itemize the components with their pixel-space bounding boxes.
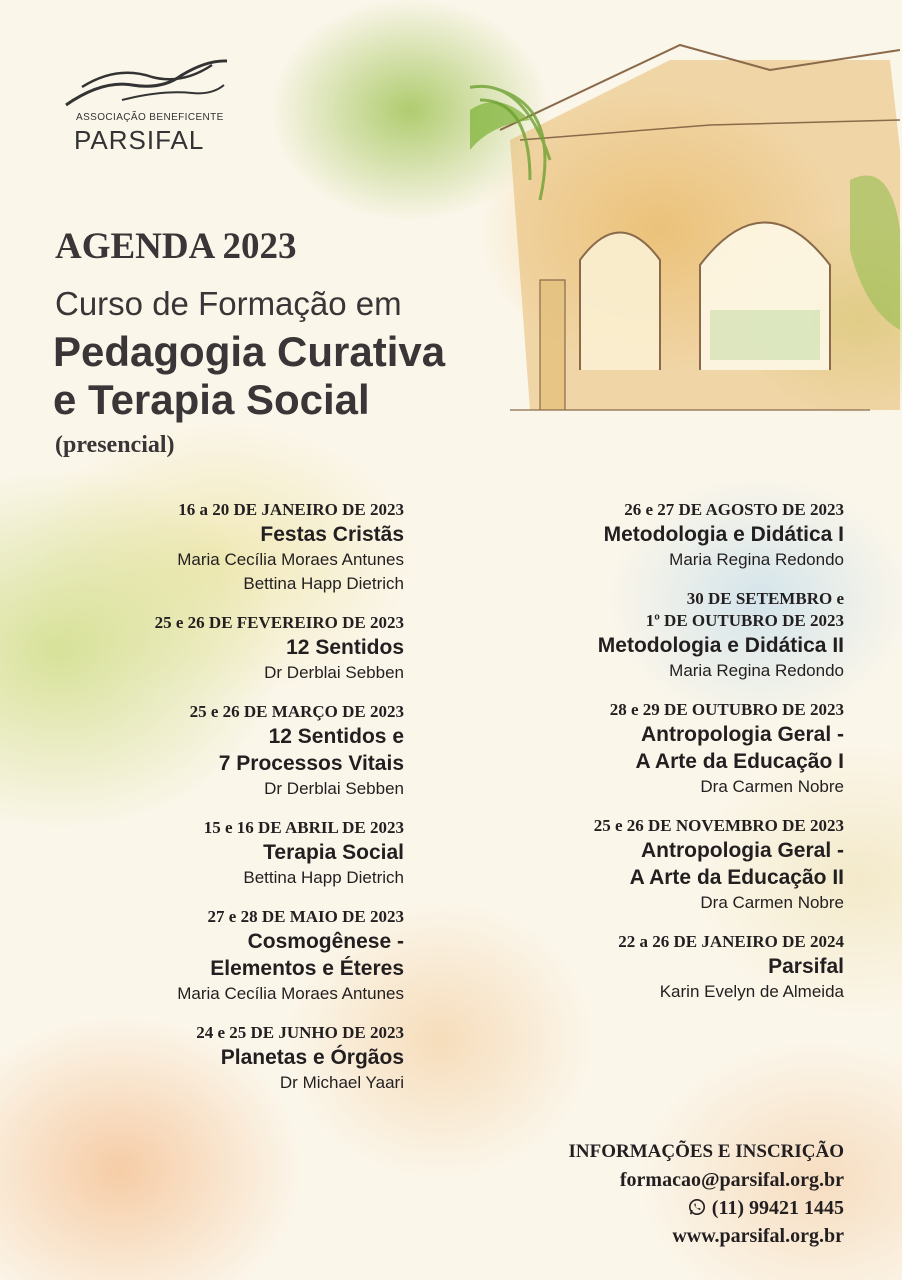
event-speaker: Bettina Happ Dietrich xyxy=(243,868,404,887)
event-title: Elementos e Éteres xyxy=(210,957,404,980)
event-date: 22 a 26 DE JANEIRO DE 2024 xyxy=(618,932,844,951)
event-title: A Arte da Educação I xyxy=(635,750,844,773)
event-speaker: Maria Cecília Moraes Antunes xyxy=(177,550,404,569)
logo-name: PARSIFAL xyxy=(74,125,205,155)
course-subtitle: Curso de Formação em xyxy=(55,285,402,322)
event-item xyxy=(24,1022,404,1095)
event-speaker: Dr Michael Yaari xyxy=(279,1073,404,1092)
schedule-left-column xyxy=(24,499,404,1111)
event-date: 30 DE SETEMBRO e xyxy=(686,589,844,608)
event-speaker: Maria Regina Redondo xyxy=(669,550,844,569)
event-speaker: Maria Cecília Moraes Antunes xyxy=(177,984,404,1003)
event-speaker: Dr Derblai Sebben xyxy=(264,779,404,798)
contact-phone-row[interactable] xyxy=(444,1194,844,1222)
course-title-line1: Pedagogia Curativa xyxy=(53,328,446,375)
event-title: Planetas e Órgãos xyxy=(220,1046,404,1069)
event-title: Metodologia e Didática II xyxy=(597,634,844,657)
course-title-line2: e Terapia Social xyxy=(53,376,370,423)
event-title: A Arte da Educação II xyxy=(629,866,844,889)
parsifal-logo xyxy=(62,55,242,160)
whatsapp-icon xyxy=(688,1198,706,1216)
event-title: Antropologia Geral - xyxy=(640,839,844,862)
event-title: Antropologia Geral - xyxy=(640,723,844,746)
event-item xyxy=(464,588,844,683)
logo-association-text: ASSOCIAÇÃO BENEFICENTE xyxy=(76,112,224,123)
contact-email[interactable]: formacao@parsifal.org.br xyxy=(619,1169,844,1191)
event-item xyxy=(24,499,404,596)
event-date: 28 e 29 DE OUTUBRO DE 2023 xyxy=(609,700,844,719)
event-item xyxy=(24,817,404,890)
event-item xyxy=(464,499,844,572)
event-item xyxy=(464,815,844,915)
event-date: 1º DE OUTUBRO DE 2023 xyxy=(645,611,844,630)
contact-heading: INFORMAÇÕES E INSCRIÇÃO xyxy=(568,1141,844,1162)
event-title: Cosmogênese - xyxy=(247,930,404,953)
event-speaker: Dr Derblai Sebben xyxy=(264,663,404,682)
event-item xyxy=(24,906,404,1006)
event-title: 7 Processos Vitais xyxy=(218,752,404,775)
contact-info xyxy=(444,1138,844,1250)
course-modality: (presencial) xyxy=(55,432,175,458)
event-item xyxy=(24,612,404,685)
agenda-heading: AGENDA 2023 xyxy=(55,226,297,267)
event-date: 24 e 25 DE JUNHO DE 2023 xyxy=(196,1023,404,1042)
event-title: Parsifal xyxy=(768,955,844,978)
event-item xyxy=(464,931,844,1004)
event-speaker: Karin Evelyn de Almeida xyxy=(659,982,844,1001)
event-title: Metodologia e Didática I xyxy=(603,523,844,546)
event-date: 27 e 28 DE MAIO DE 2023 xyxy=(207,907,404,926)
event-date: 25 e 26 DE MARÇO DE 2023 xyxy=(189,702,404,721)
logo-swoosh-icon xyxy=(62,55,232,110)
event-date: 25 e 26 DE NOVEMBRO DE 2023 xyxy=(593,816,844,835)
event-title: 12 Sentidos xyxy=(286,636,404,659)
event-item xyxy=(24,701,404,801)
event-date: 15 e 16 DE ABRIL DE 2023 xyxy=(203,818,404,837)
event-title: 12 Sentidos e xyxy=(268,725,404,748)
event-speaker: Bettina Happ Dietrich xyxy=(243,574,404,593)
event-speaker: Maria Regina Redondo xyxy=(669,661,844,680)
course-title xyxy=(53,328,445,424)
contact-phone: (11) 99421 1445 xyxy=(711,1197,844,1219)
schedule-right-column xyxy=(464,499,844,1020)
event-speaker: Dra Carmen Nobre xyxy=(700,777,844,796)
event-date: 16 a 20 DE JANEIRO DE 2023 xyxy=(178,500,404,519)
building-illustration xyxy=(470,30,900,470)
event-speaker: Dra Carmen Nobre xyxy=(700,893,844,912)
event-date: 26 e 27 DE AGOSTO DE 2023 xyxy=(624,500,844,519)
event-item xyxy=(464,699,844,799)
event-date: 25 e 26 DE FEVEREIRO DE 2023 xyxy=(154,613,404,632)
event-title: Terapia Social xyxy=(263,841,404,864)
contact-website[interactable]: www.parsifal.org.br xyxy=(672,1225,844,1247)
event-title: Festas Cristãs xyxy=(260,523,404,546)
